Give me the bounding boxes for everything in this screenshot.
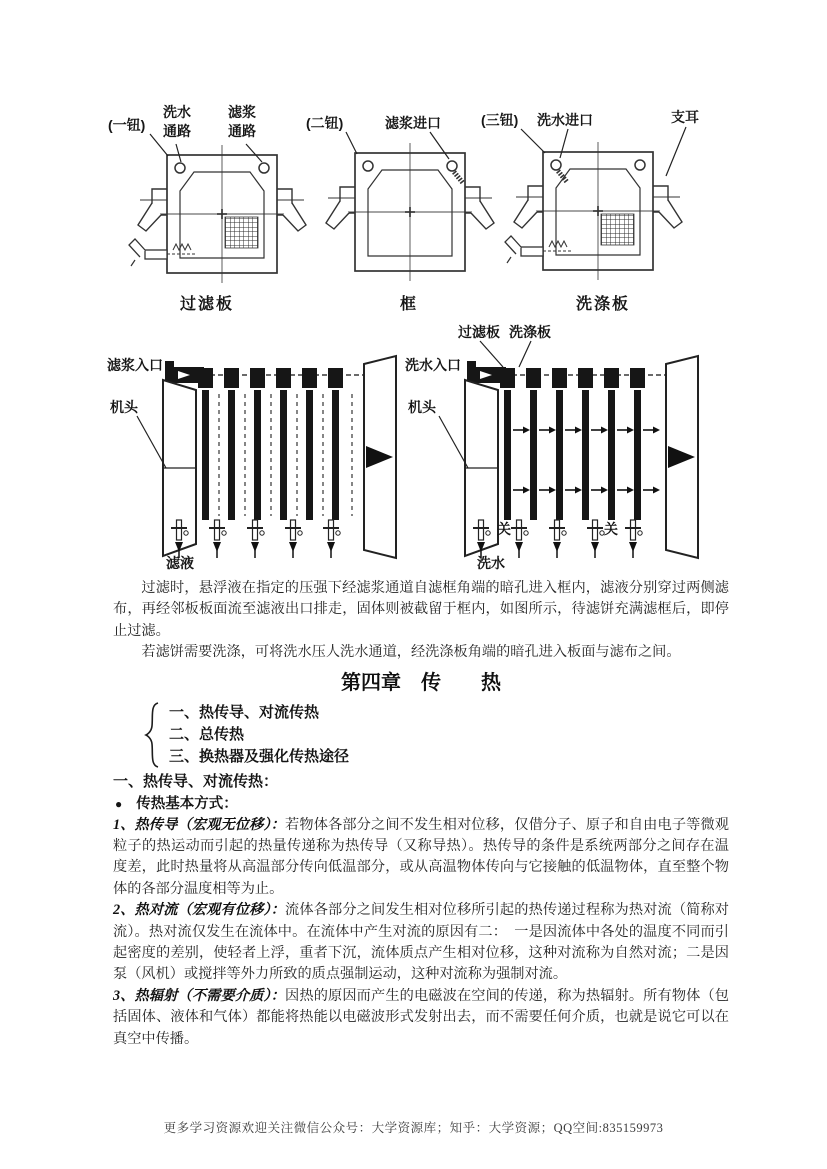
plate3-knob-label: (三钮): [481, 112, 519, 128]
item-convection-body: 流体各部分之间发生相对位移所引起的热传递过程称为热对流（简称对流）。热对流仅发生在流体中。在流体中产生对流的原因有二： 一是因流体中各处的温度不同而引起密度的差别，使轻者上浮，重者下沉，流体质点产生相对位移，这种对流称为自然对流；二是因泵（风机）或搅拌等外力所致的质点强制运动，这种对流称为强制对流。: [113, 902, 729, 983]
filtrate-tap: [129, 239, 195, 266]
press-right-washing-plate-label: 洗涤板: [509, 324, 551, 340]
press-right-inlet-label: 洗水入口: [405, 357, 461, 373]
plate1-knob-label: (一钮): [108, 117, 146, 133]
body-text-column: [113, 578, 729, 1050]
plate1-wash-channel-label-l2: 通路: [163, 123, 191, 139]
paragraph-filtration-process: 过滤时，悬浮液在指定的压强下经滤浆通道自滤框角端的暗孔进入框内，滤液分别穿过两侧滤布，再经邻板板面流至滤液出口排走，固体则被截留于框内，如图所示，待滤饼充满滤框后，即停止过滤。: [113, 580, 729, 639]
leader-line: [666, 127, 686, 176]
bullet-heading-line: [113, 793, 729, 815]
filter-press-figure: [0, 318, 827, 574]
press-left-assembly: [107, 356, 396, 571]
leader-line: [346, 132, 357, 154]
plate1-slurry-channel-label-l2: 通路: [228, 123, 256, 139]
press-right-valve-closed-label-2: 关: [604, 521, 618, 537]
plate3-inlet-label: 洗水进口: [537, 112, 593, 128]
leader-line: [137, 416, 166, 468]
plate3-caption: 洗涤板: [576, 296, 631, 313]
chapter-outline: [143, 701, 729, 769]
press-right-outlet-label: 洗水: [477, 555, 505, 571]
plate2-caption: 框: [400, 296, 419, 313]
leader-line: [521, 129, 545, 153]
outline-items: [169, 702, 349, 768]
leader-line: [246, 144, 262, 162]
plate1-wash-channel-label-l1: 洗水: [163, 104, 191, 120]
outline-item-2: 二、总传热: [169, 725, 245, 743]
press-left-outlet-label: 滤液: [166, 555, 194, 571]
item-convection-lead: 2、热对流（宏观有位移）：: [113, 902, 286, 919]
filter-cloth-hatch: [225, 217, 258, 248]
press-right-assembly: [405, 324, 698, 571]
chapter-title: 第四章 传 热: [341, 671, 501, 694]
press-right-head-label: 机头: [408, 399, 436, 415]
outline-item-3: 三、换热器及强化传热途径: [169, 747, 350, 765]
item-conduction-body: 若物体各部分之间不发生相对位移，仅借分子、原子和自由电子等微观粒子的热运动而引起的热量传递称为热传导（又称导热）。热传导的条件是系统两部分之间存在温度差，此时热量将从高温部分传向低温部分，或从高温物体传向与它接触的低温物体，直至整个物体的各部分温度相等为止。: [113, 816, 729, 897]
press-left-inlet-label: 滤浆入口: [107, 357, 163, 373]
press-right-filter-plate-label: 过滤板: [458, 324, 500, 340]
plate2-knob-label: (二钮): [306, 115, 344, 131]
frame-diagram: [326, 143, 494, 281]
leader-line: [439, 416, 468, 468]
item-radiation: [113, 986, 729, 1050]
item-conduction: [113, 815, 729, 901]
item-radiation-body: 因热的原因而产生的电磁波在空间的传递，称为热辐射。所有物体（包括固体、液体和气体）都能将热能以电磁波形式发射出去，而不需要任何介质，也就是说它可以在真空中传播。: [113, 987, 729, 1047]
slurry-inlet-spout: [454, 172, 463, 183]
plate3-lug-label: 支耳: [671, 109, 699, 125]
outline-item-1: 一、热传导、对流传热: [169, 703, 320, 721]
leader-line: [560, 129, 568, 158]
wash-inlet-spout: [558, 171, 567, 182]
filter-plate-figure: [0, 98, 827, 318]
item-convection: [113, 900, 729, 986]
curly-brace: [143, 701, 161, 769]
washing-plate-diagram: [505, 142, 682, 280]
bullet-icon: ●: [115, 796, 123, 811]
leader-line: [480, 341, 503, 367]
page-footer: 更多学习资源欢迎关注微信公众号：大学资源库；知乎：大学资源；QQ空间:835159973: [163, 1121, 664, 1135]
press-right-valve-closed-label-1: 关: [497, 521, 511, 537]
leader-line: [519, 341, 531, 367]
plate2-inlet-label: 滤浆进口: [385, 115, 441, 131]
plate1-slurry-channel-label-l1: 滤浆: [228, 104, 256, 120]
filter-cloth-hatch: [601, 214, 634, 245]
plate1-caption: 过滤板: [180, 296, 235, 313]
item-conduction-lead: 1、热传导（宏观无位移）：: [113, 816, 286, 833]
section-heading: 一、热传导、对流传热：: [113, 772, 279, 790]
leader-line: [176, 144, 181, 162]
filter-plate-diagram: [129, 145, 306, 283]
wash-water-tap: [505, 236, 571, 263]
item-radiation-lead: 3、热辐射（不需要介质）：: [113, 987, 286, 1004]
leader-line: [430, 132, 449, 159]
paragraph-cake-washing: 若滤饼需要洗涤，可将洗水压人洗水通道，经洗涤板角端的暗孔进入板面与滤布之间。: [141, 644, 681, 661]
press-left-head-label: 机头: [110, 399, 138, 415]
bullet-heading-text: 传热基本方式：: [136, 795, 238, 812]
